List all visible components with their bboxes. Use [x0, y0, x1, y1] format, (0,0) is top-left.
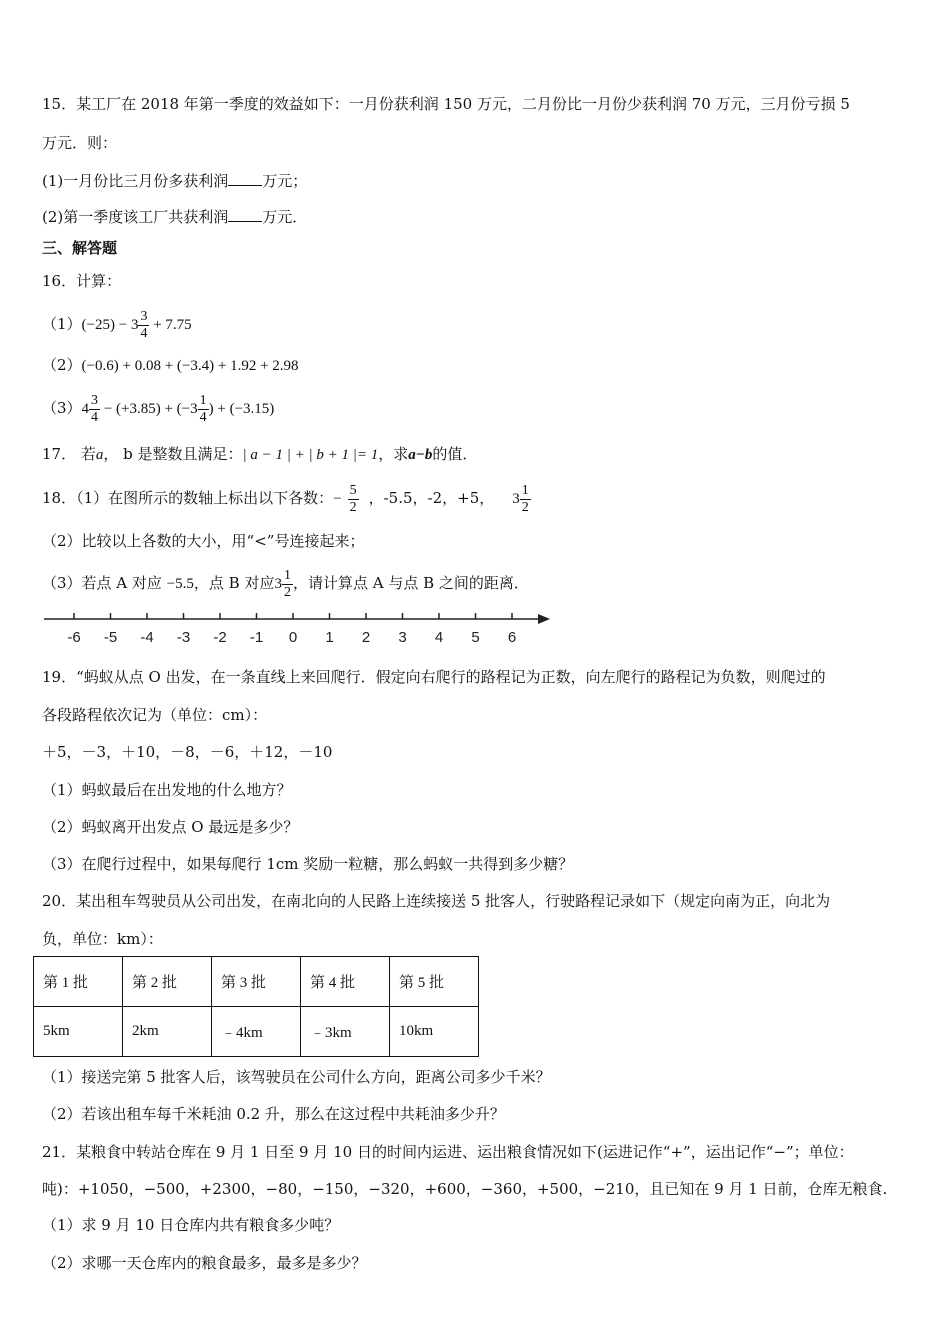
numerator: 5 [349, 482, 357, 498]
q16-part3-expr-c: ) + (−3.15) [208, 401, 275, 417]
q16-part1-label: （1） [42, 315, 82, 333]
q20-part1: （1）接送完第 5 批客人后，该驾驶员在公司什么方向，距离公司多少千米？ [42, 1068, 551, 1086]
table-header-cell: 第 2 批 [123, 957, 212, 1007]
tick-label: -2 [213, 629, 227, 646]
tick-label: -3 [176, 629, 191, 646]
tick-label: -4 [140, 629, 154, 646]
q15-part2 [42, 207, 307, 227]
q16-part1 [42, 308, 192, 342]
q17-condition: | a − 1 | + | b + 1 |= 1 [242, 447, 379, 463]
tick-label: 4 [434, 629, 444, 646]
q16-part3-label: （3） [42, 399, 82, 417]
q19-part2: （2）蚂蚁离开出发点 O 最远是多少？ [42, 818, 299, 836]
q17-mid: ， b 是整数且满足： [103, 445, 243, 463]
q15-line1: 15．某工厂在 2018 年第一季度的效益如下：一月份获利润 150 万元，二月份比一月份少获利润 70 万元，三月份亏损 5 [42, 95, 850, 113]
q15-part1-pre: (1)一月份比三月份多获利润 [42, 172, 229, 190]
q17-var-a: a [95, 447, 104, 463]
q17-post2: 的值． [432, 445, 478, 463]
q18-line2: （2）比较以上各数的大小，用“<”号连接起来； [42, 532, 365, 550]
q15-part1-post: 万元； [262, 172, 308, 190]
denominator: 2 [349, 499, 357, 515]
q15-line2: 万元．则： [42, 134, 118, 152]
denominator: 4 [140, 325, 148, 341]
q19-line1: 19．“蚂蚁从点 O 出发，在一条直线上来回爬行．假定向右爬行的路程记为正数，向左爬行的路程记为负数，则爬过的 [42, 668, 826, 686]
q15-part2-pre: (2)第一季度该工厂共获利润 [42, 208, 229, 226]
table-header-row [34, 957, 479, 1007]
q17-expression: a−b [408, 447, 433, 463]
tick-label: 0 [288, 629, 298, 646]
section-heading: 三、解答题 [42, 239, 118, 257]
fraction [348, 483, 359, 516]
tick-label: 1 [325, 629, 334, 646]
q15-part2-post: 万元． [262, 208, 308, 226]
q16-part1-expr-b: + 7.75 [149, 317, 192, 333]
fraction [198, 393, 209, 426]
denominator: 2 [283, 584, 291, 600]
fraction [89, 393, 100, 426]
table-cell: 2km [123, 1007, 212, 1057]
q16-part3-expr-a: 4 [81, 401, 90, 417]
numerator: 1 [283, 567, 291, 583]
number-line-figure [40, 608, 555, 652]
fraction [138, 309, 149, 342]
table-header-cell: 第 4 批 [301, 957, 390, 1007]
q18-line3-pre: （3）若点 A 对应 [42, 574, 167, 592]
table-header-cell: 第 5 批 [390, 957, 479, 1007]
tick-label: 6 [507, 629, 517, 646]
q18-neg-sign: − [333, 491, 342, 507]
tick-label: 3 [398, 629, 407, 646]
q16-title: 16．计算： [42, 272, 122, 290]
q18-line3-post: ，请计算点 A 与点 B 之间的距离． [292, 574, 529, 592]
answer-blank [228, 171, 262, 186]
q21-part2: （2）求哪一天仓库内的粮食最多，最多是多少？ [42, 1254, 367, 1272]
q16-part2 [42, 355, 299, 376]
q21-part1: （1）求 9 月 10 日仓库内共有粮食多少吨？ [42, 1216, 340, 1234]
q16-part2-label: （2） [42, 356, 82, 374]
numerator: 3 [140, 308, 148, 324]
arrow-right-icon [538, 614, 550, 624]
numerator: 1 [199, 392, 207, 408]
answer-blank [228, 207, 262, 222]
q20-part2: （2）若该出租车每千米耗油 0.2 升，那么在这过程中共耗油多少升？ [42, 1105, 505, 1123]
q20-line2: 负，单位：km）： [42, 930, 163, 948]
fraction [520, 483, 531, 516]
q18-line1-mid: ，-5.5，-2，+5， [368, 489, 495, 507]
q16-part3-expr-b: − (+3.85) + (−3 [100, 401, 198, 417]
q17-post1: ，求 [378, 445, 409, 463]
q19-line3: ＋5，－3，＋10，－8，－6，＋12，－10 [42, 743, 333, 761]
tick-label: -1 [249, 629, 264, 646]
denominator: 2 [521, 499, 529, 515]
numerator: 1 [521, 482, 529, 498]
q21-line1: 21．某粮食中转站仓库在 9 月 1 日至 9 月 10 日的时间内运进、运出粮食情况如下(运进记作“+”，运出记作“−”；单位： [42, 1143, 854, 1161]
q19-part3: （3）在爬行过程中，如果每爬行 1cm 奖励一粒糖，那么蚂蚁一共得到多少糖？ [42, 855, 574, 873]
q16-part2-expr: (−0.6) + 0.08 + (−3.4) + 1.92 + 2.98 [81, 358, 299, 374]
table-cell: 10km [390, 1007, 479, 1057]
table-header-cell: 第 3 批 [212, 957, 301, 1007]
denominator: 4 [199, 409, 207, 425]
table-cell: ﹣4km [212, 1007, 301, 1057]
mileage-table [33, 956, 479, 1057]
q20-line1: 20．某出租车驾驶员从公司出发，在南北向的人民路上连续接送 5 批客人，行驶路程记录如下（规定向南为正，向北为 [42, 892, 831, 910]
denominator: 4 [91, 409, 99, 425]
q18-line3-mid: ，点 B 对应 [193, 574, 275, 592]
table-header-cell: 第 1 批 [34, 957, 123, 1007]
q21-line2: 吨)：+1050，−500，+2300，−80，−150，−320，+600，−360，+500，−210，且已知在 9 月 1 日前，仓库无粮食. [42, 1180, 888, 1198]
tick-label: -5 [103, 629, 118, 646]
fraction [282, 568, 293, 601]
q19-line2: 各段路程依次记为（单位：cm）： [42, 706, 268, 724]
q16-part3 [42, 392, 274, 426]
q15-part1 [42, 171, 307, 191]
numerator: 3 [91, 392, 99, 408]
tick-label: -6 [67, 629, 81, 646]
q18-line1 [42, 480, 531, 517]
table-cell: ﹣3km [301, 1007, 390, 1057]
tick-label: 5 [471, 629, 480, 646]
q19-part1: （1）蚂蚁最后在出发地的什么地方？ [42, 781, 292, 799]
q17-pre: 17． 若 [42, 445, 96, 463]
q18-mixed-whole: 3 [512, 491, 520, 507]
q18-line1-pre: 18．（1）在图所示的数轴上标出以下各数： [42, 489, 334, 507]
table-cell: 5km [34, 1007, 123, 1057]
q18-line3 [42, 565, 529, 602]
q17 [42, 444, 477, 465]
table-row [34, 1007, 479, 1057]
tick-label: 2 [361, 629, 371, 646]
q18-line3-val: −5.5 [166, 576, 194, 592]
q18-b-whole: 3 [274, 576, 282, 592]
q16-part1-expr-a: (−25) − 3 [81, 317, 139, 333]
